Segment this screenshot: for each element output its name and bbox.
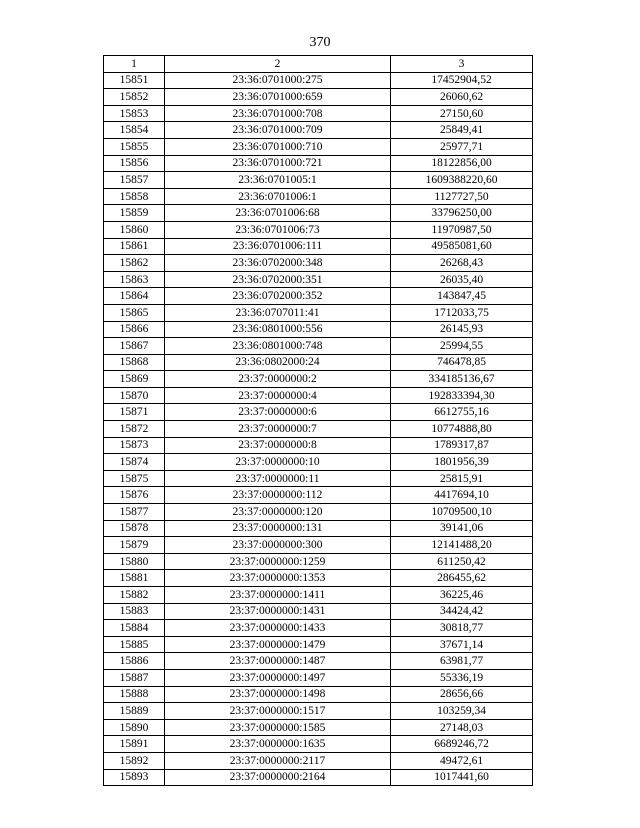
value-cell: 34424,42	[391, 603, 533, 620]
table-row	[104, 669, 533, 686]
cadastral-number-cell: 23:37:0000000:1411	[165, 587, 391, 604]
value-cell: 33796250,00	[391, 205, 533, 222]
row-number-cell: 15883	[104, 603, 165, 620]
cadastral-number-cell: 23:37:0000000:10	[165, 454, 391, 471]
table-row	[104, 155, 533, 172]
table-row	[104, 255, 533, 272]
cadastral-number-cell: 23:36:0707011:41	[165, 304, 391, 321]
cadastral-number-cell: 23:37:0000000:6	[165, 404, 391, 421]
row-number-cell: 15869	[104, 371, 165, 388]
cadastral-number-cell: 23:36:0701000:710	[165, 138, 391, 155]
value-cell: 12141488,20	[391, 537, 533, 554]
cadastral-number-cell: 23:36:0701005:1	[165, 172, 391, 189]
value-cell: 103259,34	[391, 703, 533, 720]
value-cell: 55336,19	[391, 669, 533, 686]
table-row	[104, 105, 533, 122]
cadastral-number-cell: 23:37:0000000:1431	[165, 603, 391, 620]
cadastral-number-cell: 23:37:0000000:1635	[165, 736, 391, 753]
table-row	[104, 321, 533, 338]
value-cell: 27148,03	[391, 719, 533, 736]
cadastral-number-cell: 23:37:0000000:8	[165, 437, 391, 454]
row-number-cell: 15859	[104, 205, 165, 222]
table-row	[104, 686, 533, 703]
table-row	[104, 587, 533, 604]
row-number-cell: 15892	[104, 752, 165, 769]
value-cell: 6612755,16	[391, 404, 533, 421]
cadastral-number-cell: 23:36:0701006:1	[165, 188, 391, 205]
row-number-cell: 15875	[104, 470, 165, 487]
row-number-cell: 15879	[104, 537, 165, 554]
table-body	[104, 72, 533, 786]
value-cell: 25994,55	[391, 338, 533, 355]
row-number-cell: 15863	[104, 271, 165, 288]
cadastral-number-cell: 23:36:0701006:68	[165, 205, 391, 222]
value-cell: 1789317,87	[391, 437, 533, 454]
cadastral-number-cell: 23:36:0702000:348	[165, 255, 391, 272]
value-cell: 1609388220,60	[391, 172, 533, 189]
value-cell: 26060,62	[391, 89, 533, 106]
cadastral-number-cell: 23:37:0000000:1479	[165, 636, 391, 653]
table-row	[104, 520, 533, 537]
row-number-cell: 15889	[104, 703, 165, 720]
value-cell: 63981,77	[391, 653, 533, 670]
row-number-cell: 15880	[104, 553, 165, 570]
table-row	[104, 172, 533, 189]
value-cell: 37671,14	[391, 636, 533, 653]
value-cell: 17452904,52	[391, 72, 533, 89]
cadastral-number-cell: 23:37:0000000:7	[165, 421, 391, 438]
table-header-row	[104, 56, 533, 73]
table-row	[104, 487, 533, 504]
cadastral-number-cell: 23:37:0000000:2117	[165, 752, 391, 769]
cadastral-number-cell: 23:36:0702000:351	[165, 271, 391, 288]
row-number-cell: 15855	[104, 138, 165, 155]
cadastral-number-cell: 23:36:0801000:748	[165, 338, 391, 355]
value-cell: 746478,85	[391, 354, 533, 371]
table-row	[104, 271, 533, 288]
cadastral-number-cell: 23:37:0000000:11	[165, 470, 391, 487]
value-cell: 334185136,67	[391, 371, 533, 388]
row-number-cell: 15874	[104, 454, 165, 471]
page-number: 370	[309, 35, 331, 50]
row-number-cell: 15882	[104, 587, 165, 604]
row-number-cell: 15868	[104, 354, 165, 371]
table-row	[104, 371, 533, 388]
row-number-cell: 15852	[104, 89, 165, 106]
cadastral-number-cell: 23:37:0000000:1353	[165, 570, 391, 587]
table-row	[104, 553, 533, 570]
row-number-cell: 15893	[104, 769, 165, 786]
value-cell: 25815,91	[391, 470, 533, 487]
value-cell: 1801956,39	[391, 454, 533, 471]
table-row	[104, 504, 533, 521]
table-row	[104, 72, 533, 89]
row-number-cell: 15876	[104, 487, 165, 504]
table-row	[104, 603, 533, 620]
row-number-cell: 15887	[104, 669, 165, 686]
cadastral-number-cell: 23:37:0000000:120	[165, 504, 391, 521]
cadastral-number-cell: 23:36:0701006:73	[165, 221, 391, 238]
value-cell: 1017441,60	[391, 769, 533, 786]
cadastral-number-cell: 23:37:0000000:1497	[165, 669, 391, 686]
value-cell: 4417694,10	[391, 487, 533, 504]
row-number-cell: 15872	[104, 421, 165, 438]
value-cell: 1127727,50	[391, 188, 533, 205]
value-cell: 25849,41	[391, 122, 533, 139]
cadastral-number-cell: 23:36:0802000:24	[165, 354, 391, 371]
cadastral-number-cell: 23:36:0701000:659	[165, 89, 391, 106]
value-cell: 30818,77	[391, 620, 533, 637]
cadastral-number-cell: 23:36:0701000:709	[165, 122, 391, 139]
table-row	[104, 89, 533, 106]
value-cell: 6689246,72	[391, 736, 533, 753]
table-row	[104, 221, 533, 238]
value-cell: 36225,46	[391, 587, 533, 604]
cadastral-number-cell: 23:36:0801000:556	[165, 321, 391, 338]
value-cell: 18122856,00	[391, 155, 533, 172]
table-row	[104, 404, 533, 421]
value-cell: 26035,40	[391, 271, 533, 288]
row-number-cell: 15886	[104, 653, 165, 670]
value-cell: 192833394,30	[391, 387, 533, 404]
value-cell: 11970987,50	[391, 221, 533, 238]
cadastral-number-cell: 23:37:0000000:1498	[165, 686, 391, 703]
column-header-1: 1	[104, 56, 165, 73]
cadastral-number-cell: 23:36:0701000:275	[165, 72, 391, 89]
row-number-cell: 15870	[104, 387, 165, 404]
cadastral-value-table	[103, 55, 533, 786]
table-row	[104, 238, 533, 255]
row-number-cell: 15854	[104, 122, 165, 139]
table-row	[104, 354, 533, 371]
table-row	[104, 188, 533, 205]
table-row	[104, 338, 533, 355]
row-number-cell: 15865	[104, 304, 165, 321]
table-row	[104, 703, 533, 720]
cadastral-number-cell: 23:36:0702000:352	[165, 288, 391, 305]
cadastral-number-cell: 23:37:0000000:112	[165, 487, 391, 504]
table-row	[104, 769, 533, 786]
table-row	[104, 288, 533, 305]
row-number-cell: 15891	[104, 736, 165, 753]
row-number-cell: 15858	[104, 188, 165, 205]
table-row	[104, 304, 533, 321]
cadastral-number-cell: 23:36:0701000:721	[165, 155, 391, 172]
cadastral-number-cell: 23:37:0000000:1517	[165, 703, 391, 720]
table-row	[104, 454, 533, 471]
cadastral-number-cell: 23:37:0000000:1259	[165, 553, 391, 570]
value-cell: 286455,62	[391, 570, 533, 587]
row-number-cell: 15856	[104, 155, 165, 172]
table-row	[104, 636, 533, 653]
value-cell: 39141,06	[391, 520, 533, 537]
value-cell: 27150,60	[391, 105, 533, 122]
row-number-cell: 15881	[104, 570, 165, 587]
value-cell: 611250,42	[391, 553, 533, 570]
table-row	[104, 470, 533, 487]
value-cell: 143847,45	[391, 288, 533, 305]
cadastral-number-cell: 23:37:0000000:2164	[165, 769, 391, 786]
table-row	[104, 570, 533, 587]
cadastral-number-cell: 23:37:0000000:300	[165, 537, 391, 554]
column-header-3: 3	[391, 56, 533, 73]
cadastral-number-cell: 23:36:0701006:111	[165, 238, 391, 255]
value-cell: 1712033,75	[391, 304, 533, 321]
row-number-cell: 15885	[104, 636, 165, 653]
row-number-cell: 15853	[104, 105, 165, 122]
cadastral-number-cell: 23:37:0000000:1585	[165, 719, 391, 736]
table-row	[104, 537, 533, 554]
row-number-cell: 15864	[104, 288, 165, 305]
cadastral-number-cell: 23:37:0000000:1487	[165, 653, 391, 670]
value-cell: 25977,71	[391, 138, 533, 155]
row-number-cell: 15862	[104, 255, 165, 272]
cadastral-number-cell: 23:37:0000000:1433	[165, 620, 391, 637]
value-cell: 49472,61	[391, 752, 533, 769]
value-cell: 10774888,80	[391, 421, 533, 438]
table-row	[104, 437, 533, 454]
column-header-2: 2	[165, 56, 391, 73]
cadastral-number-cell: 23:36:0701000:708	[165, 105, 391, 122]
table-row	[104, 122, 533, 139]
row-number-cell: 15866	[104, 321, 165, 338]
row-number-cell: 15861	[104, 238, 165, 255]
table-row	[104, 387, 533, 404]
row-number-cell: 15890	[104, 719, 165, 736]
value-cell: 28656,66	[391, 686, 533, 703]
value-cell: 26268,43	[391, 255, 533, 272]
table-row	[104, 138, 533, 155]
value-cell: 49585081,60	[391, 238, 533, 255]
cadastral-number-cell: 23:37:0000000:131	[165, 520, 391, 537]
value-cell: 10709500,10	[391, 504, 533, 521]
row-number-cell: 15878	[104, 520, 165, 537]
row-number-cell: 15851	[104, 72, 165, 89]
row-number-cell: 15867	[104, 338, 165, 355]
row-number-cell: 15873	[104, 437, 165, 454]
row-number-cell: 15877	[104, 504, 165, 521]
row-number-cell: 15888	[104, 686, 165, 703]
cadastral-number-cell: 23:37:0000000:4	[165, 387, 391, 404]
table-row	[104, 205, 533, 222]
row-number-cell: 15884	[104, 620, 165, 637]
row-number-cell: 15871	[104, 404, 165, 421]
table-row	[104, 752, 533, 769]
table-row	[104, 421, 533, 438]
row-number-cell: 15860	[104, 221, 165, 238]
table-row	[104, 653, 533, 670]
value-cell: 26145,93	[391, 321, 533, 338]
table-row	[104, 719, 533, 736]
table-row	[104, 620, 533, 637]
cadastral-number-cell: 23:37:0000000:2	[165, 371, 391, 388]
row-number-cell: 15857	[104, 172, 165, 189]
table-row	[104, 736, 533, 753]
